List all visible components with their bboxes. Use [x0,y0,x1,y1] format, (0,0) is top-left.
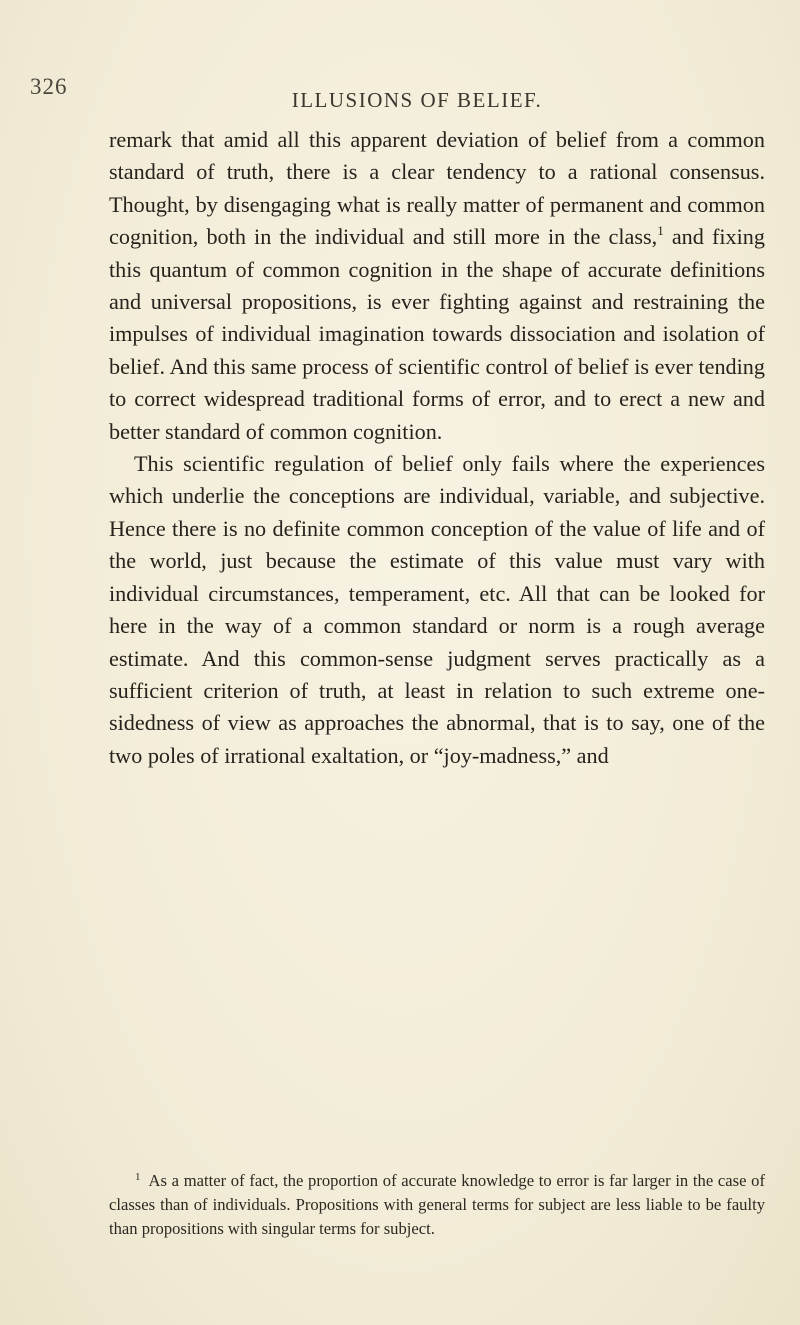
running-title: ILLUSIONS OF BELIEF. [291,88,543,112]
main-text [109,124,765,772]
page-number: 326 [30,74,68,99]
paragraph-2: This scientific regulation of belief only fails where the experiences which underlie the conceptions are individual, variable, and subjective. Hence there is no definite common conception of the value of life and of the world, just because the estimate of this value must vary with individual circumstances, temperament, etc. All that can be looked for here in the way of a common standard or norm is a rough average estimate. And this common-sense judgment serves practically as a sufficient criterion of truth, at least in relation to such extreme one-sidedness of view as approaches the abnormal, that is to say, one of the two poles of irrational exaltation, or “joy-madness,” and [109,451,765,768]
paragraph-1 [109,124,765,448]
footnote-text: As a matter of fact, the proportion of accurate knowledge to error is far larger in the case of classes than of individuals. Propositions with general terms for subject are less liable to be faulty than propositions with singular terms for subject. [109,1171,765,1238]
footnote-reference: 1 [657,223,664,239]
paragraph-1-text-b: and fixing this quantum of common cognition in the shape of accurate definitions and universal propositions, is ever fighting against and restraining the impulses of individual imagination towards dissociation and isolation of belief. And this same process of scientific control of belief is ever tending to correct widespread traditional forms of error, and to erect a new and better standard of common cognition. [109,224,765,444]
footnote [109,1165,765,1241]
footnote-marker: 1 [135,1171,141,1183]
paragraph-1-text-a: remark that amid all this apparent deviation of belief from a common standard of truth, there is a clear tendency to a rational consensus. Thought, by disengaging what is really matter of permanent and common cognition, both in the individual and still more in the class, [109,127,765,250]
